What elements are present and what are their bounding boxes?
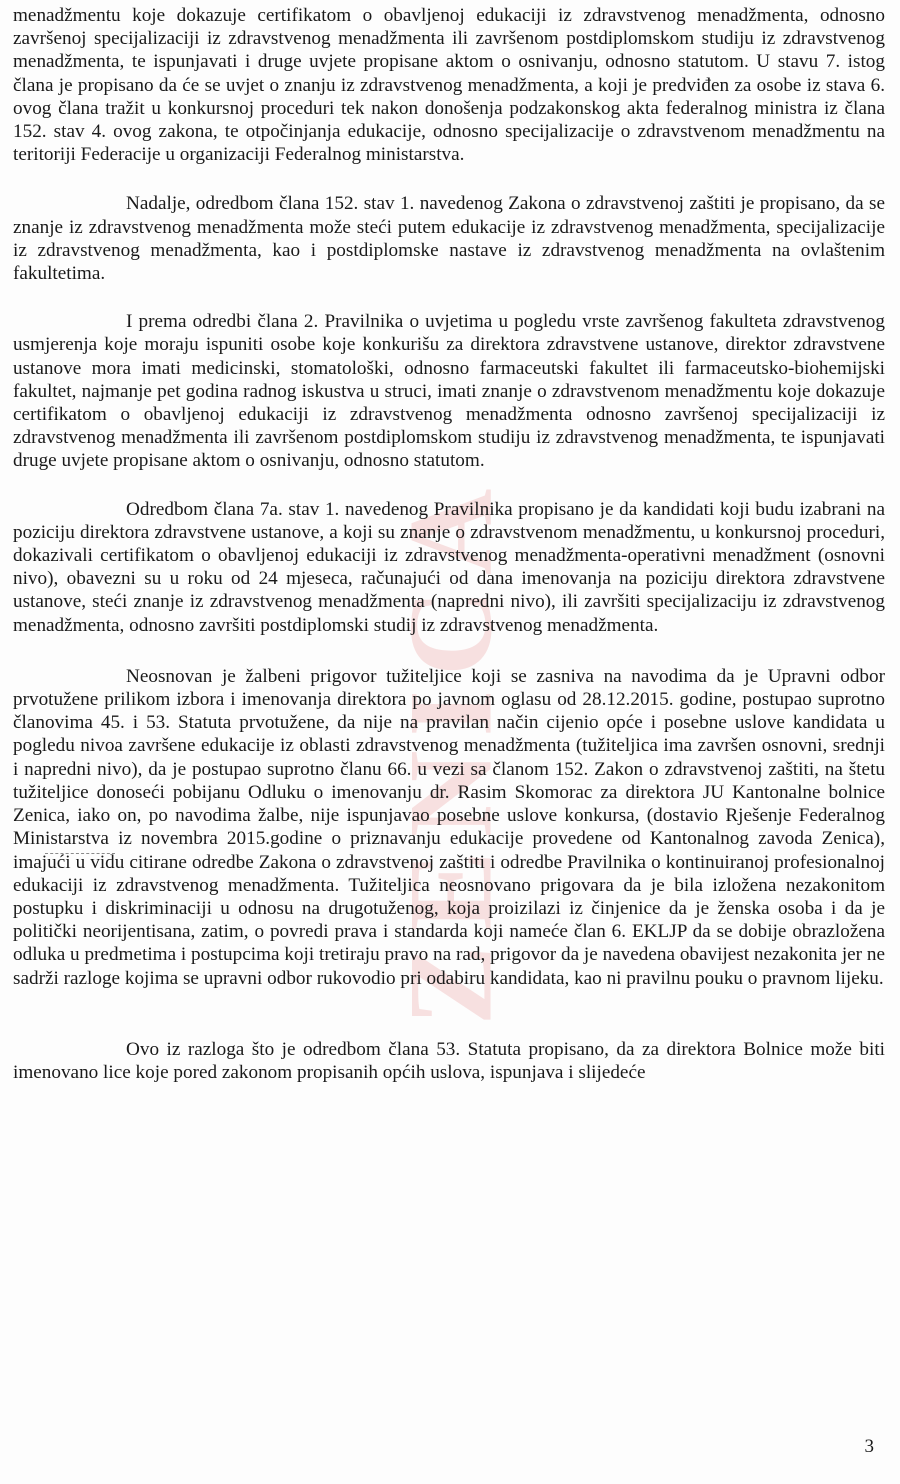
paragraph-continuation: menadžmentu koje dokazuje certifikatom o obavljenoj edukaciji iz zdravstvenog menadžmenta, odnosno završenoj specijalizaciji iz zdravstvenog menadžmenta ili završenom postdiplomskom studiju iz zdravstvenog menadžmenta, te ispunjavati i druge uvjete propisane aktom o osnivanju, odnosno statutom. U stavu 7. istog člana je propisano da će se uvjet o znanju iz zdravstvenog menadžmenta, a koji je predviđen za osobe iz stava 6. ovog člana tražit u konkursnoj proceduri tek nakon donošenja podzakonskog akta federalnog ministra iz člana 152. stav 4. ovog zakona, te otpočinjanja edukacije, odnosno specijalizacije o zdravstvenom menadžmentu na teritoriji Federacije u organizaciji Federalnog ministarstva. [13, 5, 885, 166]
watermark-text: ZENICA [383, 474, 517, 1026]
paragraph: Ovo iz razloga što je odredbom člana 53. Statuta propisano, da za direktora Bolnice može biti imenovano lice koje pored zakonom propisanih općih uslova, ispunjava i slijedeće [13, 1038, 885, 1083]
page-number: 3 [864, 1436, 874, 1457]
paragraph: Nadalje, odredbom člana 152. stav 1. navedenog Zakona o zdravstvenoj zaštiti je propisano, da se znanje iz zdravstvenog menadžmenta može steći putem edukacije iz zdravstvenog menadžmenta, specijalizacije iz zdravstvenog menadžmenta, kao i postdiplomske nastave iz zdravstvenog menadžmenta na ovlaštenim fakultetima. [13, 193, 885, 285]
paragraph: I prema odredbi člana 2. Pravilnika o uvjetima u pogledu vrste završenog fakulteta zdravstvenog usmjerenja koje moraju ispuniti osobe koje konkurišu za direktora zdravstvene ustanove, direktor zdravstvene ustanove mora imati medicinski, stomatološki, odnosno farmaceutski fakultet ili farmaceutsko-biohemijski fakultet, najmanje pet godina radnog iskustva u struci, imati znanje o zdravstvenom menadžmentu koje dokazuje certifikatom o obavljenoj edukaciji iz zdravstvenog menadžmenta odnosno završenoj specijalizaciji iz zdravstvenog menadžmenta ili završenom postdiplomskom studiju iz zdravstvenog menadžmenta, te ispunjavati druge uvjete propisane aktom o osnivanju, odnosno statutom. [13, 311, 885, 472]
paragraph: Odredbom člana 7a. stav 1. navedenog Pravilnika propisano je da kandidati koji budu izabrani na poziciju direktora zdravstvene ustanove, a koji su znanje o zdravstvenom menadžmentu, u konkursnoj proceduri, dokazivali certifikatom o obavljenoj edukaciji iz zdravstvenog menadžmenta-operativni menadžment (osnovni nivo), obavezni su u roku od 24 mjeseca, računajući od dana imenovanja na poziciju direktora zdravstvene ustanove, steći znanje iz zdravstvenog menadžmenta (napredni nivo), ili završiti specijalizaciju iz zdravstvenog menadžmenta, odnosno završiti postdiplomski studij iz zdravstvenog menadžmenta. [13, 498, 885, 636]
paragraph: Neosnovan je žalbeni prigovor tužiteljice koji se zasniva na navodima da je Upravni odbor prvotužene prilikom izbora i imenovanja direktora po javnom oglasu od 28.12.2015. godine, postupao suprotno članovima 45. i 53. Statuta prvotužene, da nije na pravilan način cijenio opće i posebne uslove kandidata u pogledu nivoa završene edukacije iz oblasti zdravstvenog menadžmenta (tužiteljica ima završen osnovni, srednji i napredni nivo), da je postupao suprotno članu 66. u vezi sa članom 152. Zakon o zdravstvenoj zaštiti, na štetu tužiteljice donoseći pobijanu Odluku o imenovanju dr. Rasim Skomorac za direktora JU Kantonalne bolnice Zenica, iako on, po navodima žalbe, nije ispunjavao posebne uslove konkursa, (dostavio Rješenje Federalnog Ministarstva iz novembra 2015.godine o priznavanju edukacije provedene od Kantonalnog zavoda Zenica), imajući u vidu citirane odredbe Zakona o zdravstvenoj zaštiti i odredbe Pravilnika o kontinuiranoj profesionalnoj edukaciji iz zdravstvenog menadžmenta. Tužiteljica neosnovano prigovara da je bila izložena nezakonitom postupku i diskriminaciji u odnosu na drugotuženog, koja proizilazi iz činjenice da je ženska osoba i da je politički neorijentisana, zatim, o povredi prava i standarda koji nameće član 6. EKLJP da se dobije obrazložena odluka u predmetima i postupcima koji tretiraju pravo na rad, prigovor da je navedena obavijest nezakonita jer ne sadrži razloge kojima se upravni odbor rukovodio pri odabiru kandidata, kao ni pravilnu pouku o pravnom lijeku. [13, 665, 885, 989]
document-body [13, 4, 885, 1084]
